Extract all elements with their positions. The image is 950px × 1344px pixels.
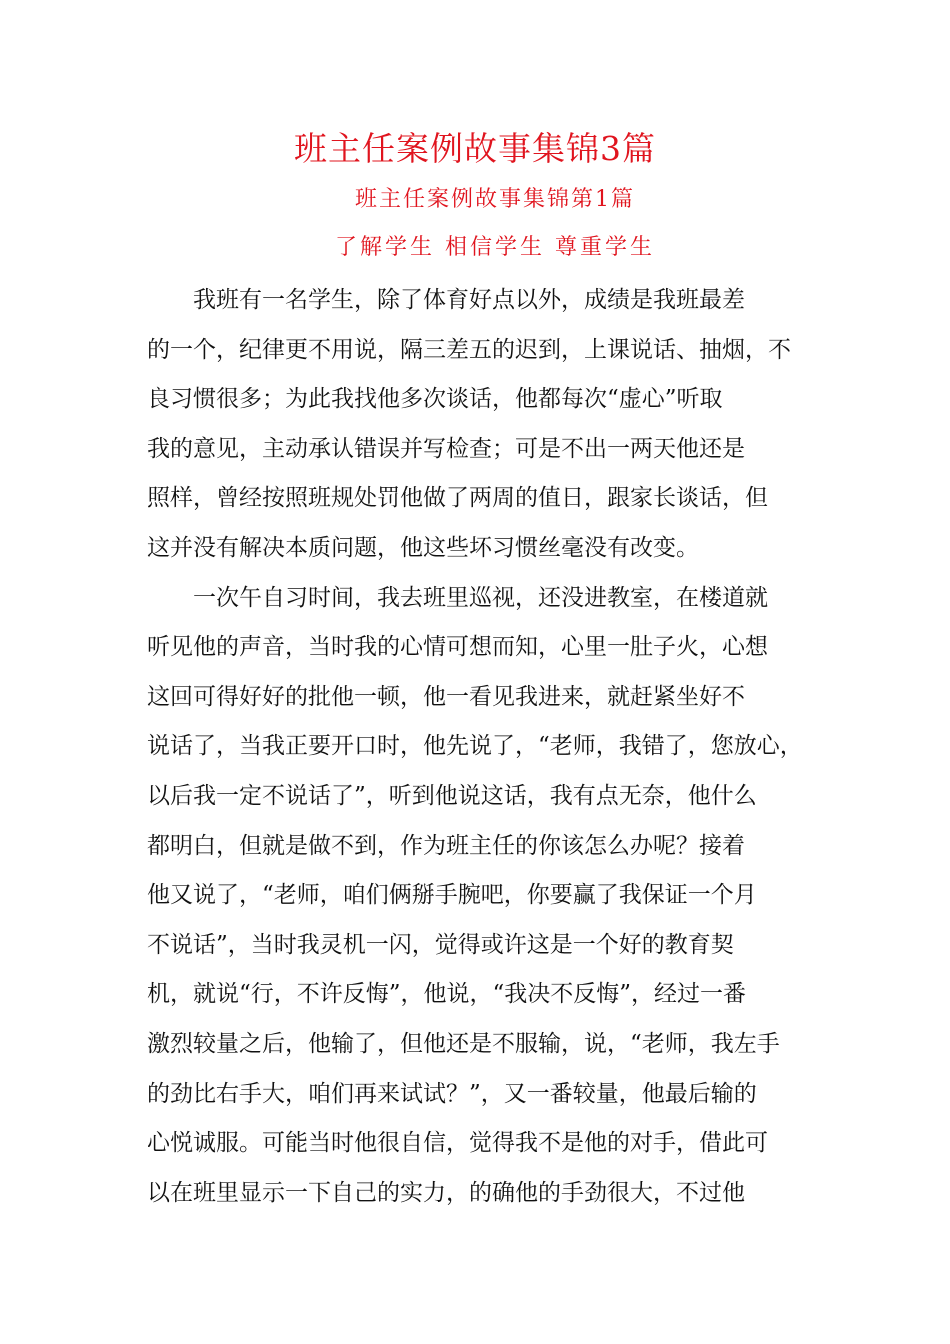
text-line: 良习惯很多；为此我找他多次谈话，他都每次“虚心”听取	[147, 386, 723, 413]
text-line: 听见他的声音，当时我的心情可想而知，心里一肚子火，心想	[147, 634, 768, 661]
text-line: 我的意见，主动承认错误并写检查；可是不出一两天他还是	[147, 435, 745, 462]
text-line: 以在班里显示一下自己的实力，的确他的手劲很大，不过他	[147, 1179, 745, 1206]
text-line: 以后我一定不说话了”，听到他说这话，我有点无奈，他什么	[147, 782, 757, 809]
body-text	[147, 282, 819, 1224]
document-subtitle: 班主任案例故事集锦第1篇	[355, 187, 635, 212]
text-line: 激烈较量之后，他输了，但他还是不服输，说，“老师，我左手	[147, 1030, 780, 1057]
text-line: 的劲比右手大，咱们再来试试？”，又一番较量，他最后输的	[147, 1080, 757, 1107]
text-line: 心悦诚服。可能当时他很自信，觉得我不是他的对手，借此可	[147, 1130, 768, 1157]
text-line: 照样，曾经按照班规处罚他做了两周的值日，跟家长谈话，但	[147, 485, 768, 512]
text-line: 他又说了，“老师，咱们俩掰手腕吧，你要赢了我保证一个月	[147, 882, 757, 909]
document-title: 班主任案例故事集锦3篇	[294, 129, 656, 168]
text-line: 这并没有解决本质问题，他这些坏习惯丝毫没有改变。	[147, 534, 699, 561]
text-line: 说话了，当我正要开口时，他先说了，“老师，我错了，您放心，	[147, 733, 803, 760]
text-line: 一次午自习时间，我去班里巡视，还没进教室，在楼道就	[147, 584, 768, 611]
text-line: 我班有一名学生，除了体育好点以外，成绩是我班最差	[147, 287, 745, 313]
text-line: 这回可得好好的批他一顿，他一看见我进来，就赶紧坐好不	[147, 683, 745, 710]
text-line: 机，就说“行，不许反悔”，他说，“我决不反悔”，经过一番	[147, 981, 747, 1008]
section-heading: 了解学生 相信学生 尊重学生	[335, 235, 655, 260]
text-line: 不说话”，当时我灵机一闪，觉得或许这是一个好的教育契	[147, 931, 734, 958]
text-line: 的一个，纪律更不用说，隔三差五的迟到，上课说话、抽烟，不	[147, 336, 791, 363]
text-line: 都明白，但就是做不到，作为班主任的你该怎么办呢？接着	[147, 832, 745, 859]
